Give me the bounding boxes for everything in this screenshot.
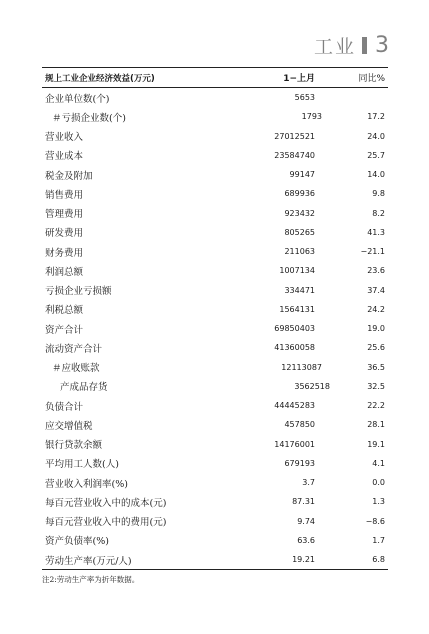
row-ytd-value: 44445283 xyxy=(274,401,315,411)
row-ytd-value: 689936 xyxy=(284,189,315,199)
row-indicator-name: 产成品存货 xyxy=(60,382,108,394)
row-indicator-name: 负债合计 xyxy=(45,401,84,413)
row-yoy-value: 9.8 xyxy=(372,189,385,199)
row-yoy-value: 6.8 xyxy=(372,555,385,565)
row-yoy-value: −21.1 xyxy=(360,247,385,257)
row-indicator-name: 应交增值税 xyxy=(45,420,93,432)
row-yoy-value: 25.6 xyxy=(367,343,385,353)
table-row xyxy=(42,204,388,223)
table-row xyxy=(42,184,388,203)
row-indicator-name: 营业收入利润率(%) xyxy=(45,478,128,490)
row-ytd-value: 3.7 xyxy=(302,478,315,488)
table-row xyxy=(42,396,388,415)
row-ytd-value: 679193 xyxy=(284,458,315,468)
row-yoy-value: 1.3 xyxy=(372,497,385,507)
row-ytd-value: 41360058 xyxy=(274,343,315,353)
table-row xyxy=(42,358,388,377)
table-bottom-rule xyxy=(42,569,388,570)
column-header-ytd: 1−上月 xyxy=(283,74,315,84)
row-ytd-value: 1793 xyxy=(301,112,322,122)
row-indicator-name: ＃应收账款 xyxy=(52,363,100,375)
row-indicator-name: 营业成本 xyxy=(45,151,84,163)
row-indicator-name: ＃亏损企业数(个) xyxy=(52,112,126,124)
table-row xyxy=(42,107,388,126)
row-yoy-value: 4.1 xyxy=(372,458,385,468)
row-indicator-name: 亏损企业亏损额 xyxy=(45,286,112,298)
table-row xyxy=(42,512,388,531)
row-indicator-name: 平均用工人数(人) xyxy=(45,459,119,471)
row-ytd-value: 1564131 xyxy=(279,304,315,314)
table-row xyxy=(42,492,388,511)
row-yoy-value: −8.6 xyxy=(365,516,385,526)
table-row xyxy=(42,550,388,569)
column-header-yoy: 同比% xyxy=(358,74,385,84)
row-ytd-value: 14176001 xyxy=(274,439,315,449)
row-yoy-value: 17.2 xyxy=(367,112,385,122)
row-ytd-value: 19.21 xyxy=(292,555,315,565)
row-indicator-name: 流动资产合计 xyxy=(45,343,103,355)
row-indicator-name: 财务费用 xyxy=(45,247,84,259)
row-yoy-value: 19.0 xyxy=(367,324,385,334)
row-ytd-value: 99147 xyxy=(289,170,315,180)
table-row xyxy=(42,531,388,550)
row-yoy-value: 28.1 xyxy=(367,420,385,430)
table-row xyxy=(42,223,388,242)
row-yoy-value: 36.5 xyxy=(367,362,385,372)
row-ytd-value: 211063 xyxy=(284,247,315,257)
row-indicator-name: 每百元营业收入中的费用(元) xyxy=(45,517,167,529)
row-ytd-value: 69850403 xyxy=(274,324,315,334)
row-yoy-value: 41.3 xyxy=(367,227,385,237)
table-row xyxy=(42,261,388,280)
row-ytd-value: 923432 xyxy=(284,208,315,218)
row-indicator-name: 销售费用 xyxy=(45,189,84,201)
table-row xyxy=(42,415,388,434)
row-indicator-name: 营业收入 xyxy=(45,132,84,144)
table-row xyxy=(42,319,388,338)
row-yoy-value: 22.2 xyxy=(367,401,385,411)
row-indicator-name: 管理费用 xyxy=(45,209,84,221)
row-ytd-value: 87.31 xyxy=(292,497,315,507)
row-indicator-name: 企业单位数(个) xyxy=(45,93,110,105)
row-yoy-value: 25.7 xyxy=(367,150,385,160)
row-indicator-name: 劳动生产率(万元/人) xyxy=(45,555,132,567)
row-indicator-name: 研发费用 xyxy=(45,228,84,240)
section-title: 工业 xyxy=(313,36,356,58)
row-indicator-name: 资产负债率(%) xyxy=(45,536,109,548)
table-row xyxy=(42,88,388,107)
row-yoy-value: 8.2 xyxy=(372,208,385,218)
page-header xyxy=(314,32,389,59)
footnote: 注2:劳动生产率为折年数据。 xyxy=(42,575,140,584)
row-ytd-value: 334471 xyxy=(284,285,315,295)
row-indicator-name: 银行贷款余额 xyxy=(45,440,103,452)
page-number: 3 xyxy=(375,33,389,58)
economic-benefits-table xyxy=(42,67,388,570)
row-yoy-value: 14.0 xyxy=(367,170,385,180)
row-ytd-value: 1007134 xyxy=(279,266,315,276)
table-row xyxy=(42,165,388,184)
row-ytd-value: 805265 xyxy=(284,227,315,237)
table-row xyxy=(42,454,388,473)
row-yoy-value: 0.0 xyxy=(372,478,385,488)
column-header-indicator: 规上工业企业经济效益(万元) xyxy=(45,73,155,84)
row-yoy-value: 1.7 xyxy=(372,535,385,545)
row-yoy-value: 24.0 xyxy=(367,131,385,141)
row-ytd-value: 457850 xyxy=(284,420,315,430)
row-yoy-value: 37.4 xyxy=(367,285,385,295)
table-row xyxy=(42,338,388,357)
table-row xyxy=(42,127,388,146)
header-divider-bar xyxy=(362,37,367,54)
row-ytd-value: 9.74 xyxy=(297,516,315,526)
table-row xyxy=(42,435,388,454)
row-ytd-value: 63.6 xyxy=(297,535,315,545)
table-row xyxy=(42,146,388,165)
row-ytd-value: 5653 xyxy=(294,93,315,103)
row-ytd-value: 27012521 xyxy=(274,131,315,141)
table-row xyxy=(42,377,388,396)
row-ytd-value: 3562518 xyxy=(294,381,330,391)
table-row xyxy=(42,242,388,261)
row-yoy-value: 23.6 xyxy=(367,266,385,276)
row-indicator-name: 资产合计 xyxy=(45,324,84,336)
table-body xyxy=(42,88,388,569)
row-indicator-name: 利税总额 xyxy=(45,305,84,317)
table-row xyxy=(42,300,388,319)
row-indicator-name: 税金及附加 xyxy=(45,170,93,182)
row-ytd-value: 23584740 xyxy=(274,150,315,160)
table-row xyxy=(42,281,388,300)
row-indicator-name: 每百元营业收入中的成本(元) xyxy=(45,497,167,509)
row-yoy-value: 32.5 xyxy=(367,381,385,391)
table-row xyxy=(42,473,388,492)
table-header xyxy=(42,67,388,88)
row-yoy-value: 24.2 xyxy=(367,304,385,314)
row-ytd-value: 12113087 xyxy=(281,362,322,372)
row-indicator-name: 利润总额 xyxy=(45,266,84,278)
row-yoy-value: 19.1 xyxy=(367,439,385,449)
